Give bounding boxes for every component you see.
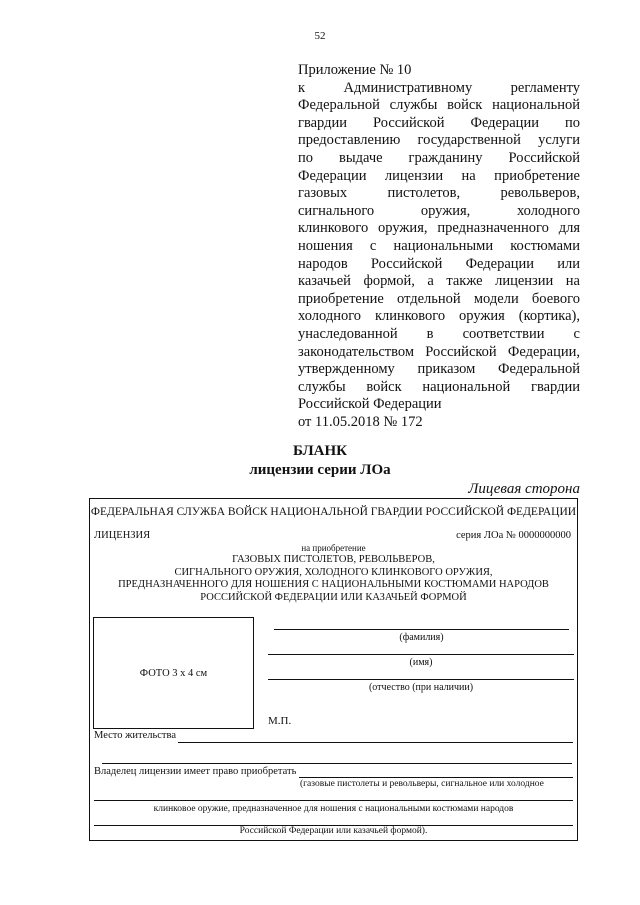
- annex-line: народов Российской Федерации или: [298, 255, 580, 272]
- annex-line: клинкового оружия, предназначенного для: [298, 220, 580, 237]
- photo-placeholder: [93, 617, 254, 729]
- annex-line: унаследованной в соответствии с: [298, 325, 580, 342]
- annex-line: Федерации лицензии на приобретение: [298, 167, 580, 184]
- series-number: серия ЛОа № 0000000000: [456, 530, 571, 541]
- side-label: Лицевая сторона: [468, 481, 580, 497]
- annex-line: предоставлению государственной услуги: [298, 132, 580, 149]
- annex-line: казачьей формой, а также лицензии на: [298, 273, 580, 290]
- purpose-line: ГАЗОВЫХ ПИСТОЛЕТОВ, РЕВОЛЬВЕРОВ,: [232, 554, 435, 565]
- right-field-line2[interactable]: [94, 800, 573, 801]
- residence-field-line2[interactable]: [102, 763, 572, 764]
- annex-line: по выдаче гражданину Российской: [298, 149, 580, 166]
- annex-line: ношения с национальными костюмами: [298, 237, 580, 254]
- purpose-line: ПРЕДНАЗНАЧЕННОГО ДЛЯ НОШЕНИЯ С НАЦИОНАЛЬНЫМИ КОСТЮМАМИ НАРОДОВ: [118, 579, 549, 590]
- name-caption: (имя): [409, 657, 433, 668]
- right-field[interactable]: [299, 777, 573, 778]
- license-label: ЛИЦЕНЗИЯ: [94, 530, 151, 541]
- annex-line: холодного клинкового оружия (кортика),: [298, 308, 580, 325]
- surname-field[interactable]: [274, 629, 569, 630]
- residence-field[interactable]: [178, 742, 573, 743]
- patronymic-field[interactable]: [268, 679, 574, 680]
- right-label: Владелец лицензии имеет право приобретать: [94, 766, 297, 777]
- purpose-line: СИГНАЛЬНОГО ОРУЖИЯ, ХОЛОДНОГО КЛИНКОВОГО ОРУЖИЯ,: [174, 566, 493, 578]
- annex-line: приобретение отдельной модели боевого: [298, 290, 580, 307]
- name-field[interactable]: [268, 654, 574, 655]
- annex-line: газовых пистолетов, револьверов,: [298, 185, 580, 202]
- annex-line: утвержденному приказом Федеральной: [298, 361, 580, 378]
- annex-line: Приложение № 10: [298, 62, 412, 78]
- blank-subtitle: лицензии серии ЛОа: [249, 462, 391, 478]
- annex-line: к Административному регламенту: [298, 79, 580, 96]
- purpose-intro: на приобретение: [301, 543, 366, 553]
- right-caption-2: клинковое оружие, предназначенное для ношения с национальными костюмами народов: [153, 804, 514, 814]
- annex-line: сигнального оружия, холодного: [298, 202, 580, 219]
- patronymic-caption: (отчество (при наличии): [368, 682, 474, 693]
- page-number: 52: [314, 30, 326, 42]
- annex-line: Российской Федерации: [298, 396, 442, 413]
- right-caption-3: Российской Федерации или казачьей формой).: [239, 826, 428, 836]
- license-form: [89, 498, 578, 841]
- annex-header: [298, 62, 580, 431]
- agency-name: ФЕДЕРАЛЬНАЯ СЛУЖБА ВОЙСК НАЦИОНАЛЬНОЙ ГВАРДИИ РОССИЙСКОЙ ФЕДЕРАЦИИ: [90, 506, 577, 518]
- annex-line: законодательством Российской Федерации,: [298, 343, 580, 360]
- annex-line: службы войск национальной гвардии: [298, 378, 580, 395]
- purpose-text: [90, 554, 577, 604]
- annex-date-line: от 11.05.2018 № 172: [298, 413, 423, 430]
- blank-title: БЛАНК: [292, 443, 348, 459]
- right-caption-1: (газовые пистолеты и револьверы, сигнальное или холодное: [300, 779, 544, 789]
- surname-caption: (фамилия): [399, 632, 444, 643]
- stamp-place: М.П.: [268, 715, 292, 727]
- photo-label: ФОТО 3 х 4 см: [139, 667, 208, 679]
- residence-label: Место жительства: [94, 730, 176, 741]
- purpose-line: РОССИЙСКОЙ ФЕДЕРАЦИИ ИЛИ КАЗАЧЬЕЙ ФОРМОЙ: [200, 591, 467, 603]
- annex-line: гвардии Российской Федерации по: [298, 114, 580, 131]
- annex-line: Федеральной службы войск национальной: [298, 97, 580, 114]
